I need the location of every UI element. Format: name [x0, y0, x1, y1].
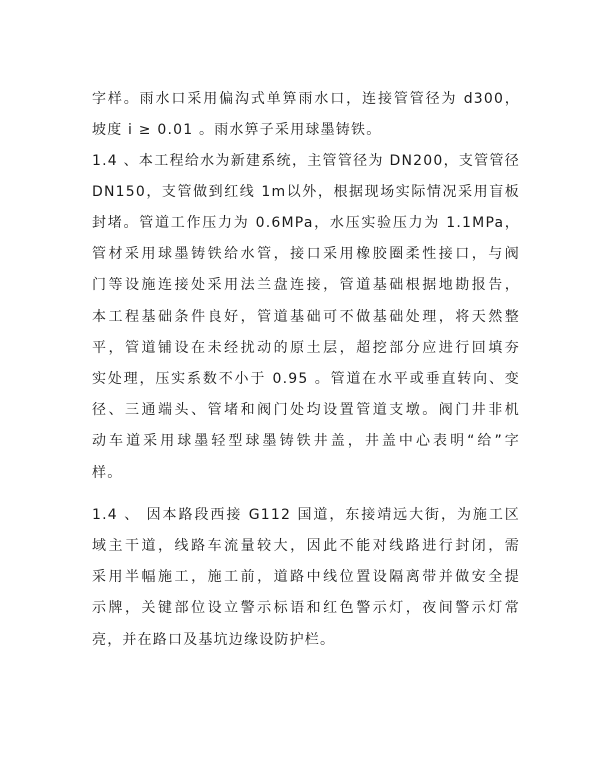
text-line: 坡度 i ≥ 0.01 。雨水箅子采用球墨铸铁。	[92, 122, 382, 138]
text-line: 1.4 、本工程给水为新建系统，主管管径为 DN200，支管管径	[92, 153, 520, 169]
text-line: 径、三通端头、管堵和阀门处均设置管道支墩。阀门井非机	[92, 402, 520, 418]
text-line: 示牌，关键部位设立警示标语和红色警示灯，夜间警示灯常	[92, 600, 520, 616]
text-line: 封堵。管道工作压力为 0.6MPa，水压实验压力为 1.1MPa，	[92, 215, 520, 231]
text-line: 动车道采用球墨轻型球墨铸铁井盖，井盖中心表明“给”字	[92, 433, 520, 449]
text-line: 门等设施连接处采用法兰盘连接，管道基础根据地勘报告，	[92, 277, 520, 293]
text-line: 本工程基础条件良好，管道基础可不做基础处理，将天然整	[92, 309, 520, 325]
text-line: 1.4 、 因本路段西接 G112 国道，东接靖远大街，为施工区	[92, 507, 520, 523]
text-line: 采用半幅施工，施工前，道路中线位置设隔离带并做安全提	[92, 569, 520, 585]
text-line: 字样。雨水口采用偏沟式单箅雨水口，连接管管径为 d300，	[92, 91, 520, 107]
text-line: DN150，支管做到红线 1m以外，根据现场实际情况采用盲板	[92, 184, 520, 200]
text-line: 实处理，压实系数不小于 0.95 。管道在水平或垂直转向、变	[92, 371, 520, 387]
text-line: 域主干道，线路车流量较大，因此不能对线路进行封闭，需	[92, 538, 520, 554]
text-line: 亮，并在路口及基坑边缘设防护栏。	[92, 632, 336, 648]
text-line: 平，管道铺设在未经扰动的原土层，超挖部分应进行回填夯	[92, 340, 520, 356]
text-line: 管材采用球墨铸铁给水管，接口采用橡胶圈柔性接口，与阀	[92, 246, 520, 262]
text-line: 样。	[92, 465, 123, 481]
